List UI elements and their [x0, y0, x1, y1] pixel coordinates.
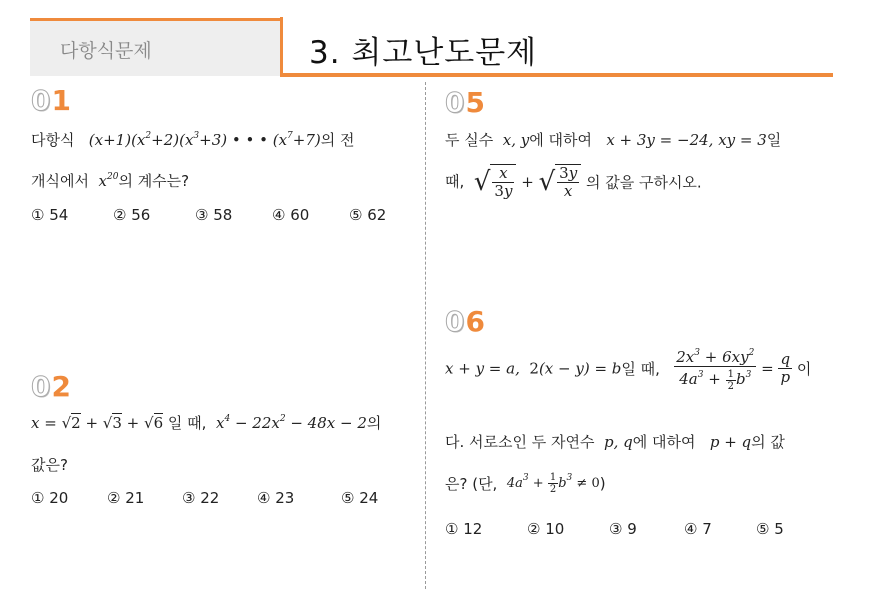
choice-3[interactable]: ③ 58	[195, 206, 233, 224]
question-number-05: 05	[445, 86, 486, 119]
q01-term: $x^{20}$	[98, 172, 119, 190]
q05-fraction-2: $\frac{3y}{x}$	[559, 164, 578, 200]
page-title: 3. 최고난도문제	[309, 35, 538, 71]
choice-4[interactable]: ④ 7	[684, 520, 712, 538]
choice-2[interactable]: ② 10	[527, 520, 565, 538]
header-title-box	[280, 17, 833, 77]
question-05-line-1: 두 실수 x, y에 대하여 x + 3y = −24, xy = 3일	[445, 131, 782, 149]
question-06-line-2: 다. 서로소인 두 자연수 p, q에 대하여 p + q의 값	[445, 433, 785, 451]
question-06-line-3: 은? (단, $4a^3$ + $\frac{1}{2}$ $b^3 \ne 0$)	[445, 472, 606, 495]
choice-2[interactable]: ② 21	[107, 489, 145, 507]
q02-expression-x: x = √2 + √3 + √6	[31, 414, 164, 432]
choice-4[interactable]: ④ 23	[257, 489, 295, 507]
choice-2[interactable]: ② 56	[113, 206, 151, 224]
choice-3[interactable]: ③ 9	[609, 520, 637, 538]
question-number-06: 06	[445, 305, 486, 338]
choice-1[interactable]: ① 54	[31, 206, 69, 224]
q06-nonzero-condition: $4a^3$ + $\frac{1}{2}$ $b^3 \ne 0$	[506, 472, 600, 495]
question-02-choices	[31, 489, 421, 509]
question-02-line-2: 값은?	[31, 456, 68, 474]
question-01-line-2: 개식에서 $x^{20}$의 계수는?	[31, 172, 190, 190]
header-tab	[30, 18, 280, 76]
column-divider	[425, 82, 426, 589]
question-number-01: 01	[31, 84, 72, 117]
choice-1[interactable]: ① 20	[31, 489, 69, 507]
q02-polynomial: $x^4 - 22x^2 - 48x - 2$	[215, 414, 367, 432]
choice-5[interactable]: ⑤ 62	[349, 206, 387, 224]
q05-conditions: x + 3y = −24, xy = 3	[606, 131, 767, 149]
question-01-line-1: 다항식 $(x+1)(x^2+2)(x^3+3)$ • • • $(x^7+7)$의 전	[31, 131, 355, 149]
choice-5[interactable]: ⑤ 24	[341, 489, 379, 507]
q06-condition-2: 2(x − y) = b	[529, 359, 622, 378]
q06-condition-1: x + y = a,	[445, 359, 520, 378]
choice-1[interactable]: ① 12	[445, 520, 483, 538]
q06-q-over-p: $\frac{q}{p}$	[780, 349, 791, 386]
question-02-line-1: x = √2 + √3 + √6 일 때, $x^4 - 22x^2 - 48x - 2$의	[31, 414, 382, 432]
q06-main-fraction: $2x^3 + 6xy^2$ $4a^3$ + $\frac{1}{2}$ $b^3$	[674, 345, 756, 392]
choice-4[interactable]: ④ 60	[272, 206, 310, 224]
q05-fraction-1: $\frac{x}{3y}$	[494, 164, 513, 200]
choice-3[interactable]: ③ 22	[182, 489, 220, 507]
q06-pq: p, q	[604, 433, 633, 451]
q05-variables: x, y	[502, 131, 530, 149]
question-05-line-2: 때, √ $\frac{x}{3y}$ + √ $\frac{3y}{x}$ 의 값을 구하시오.	[445, 164, 702, 200]
question-number-02: 02	[31, 370, 72, 403]
question-06-line-1: x + y = a, 2(x − y) = b일 때, $2x^3 + 6xy^2$ $4a^3$ + $\frac{1}{2}$ $b^3$ = $\frac{q}{p}$ 이	[445, 345, 811, 392]
section-tab-label: 다항식문제	[60, 40, 152, 62]
question-06-choices	[445, 520, 845, 540]
question-01-choices	[31, 206, 421, 226]
choice-5[interactable]: ⑤ 5	[756, 520, 784, 538]
q01-expression: $(x+1)(x^2+2)(x^3+3)$ • • • $(x^7+7)$	[88, 131, 321, 149]
q06-p-plus-q: p + q	[709, 433, 752, 451]
